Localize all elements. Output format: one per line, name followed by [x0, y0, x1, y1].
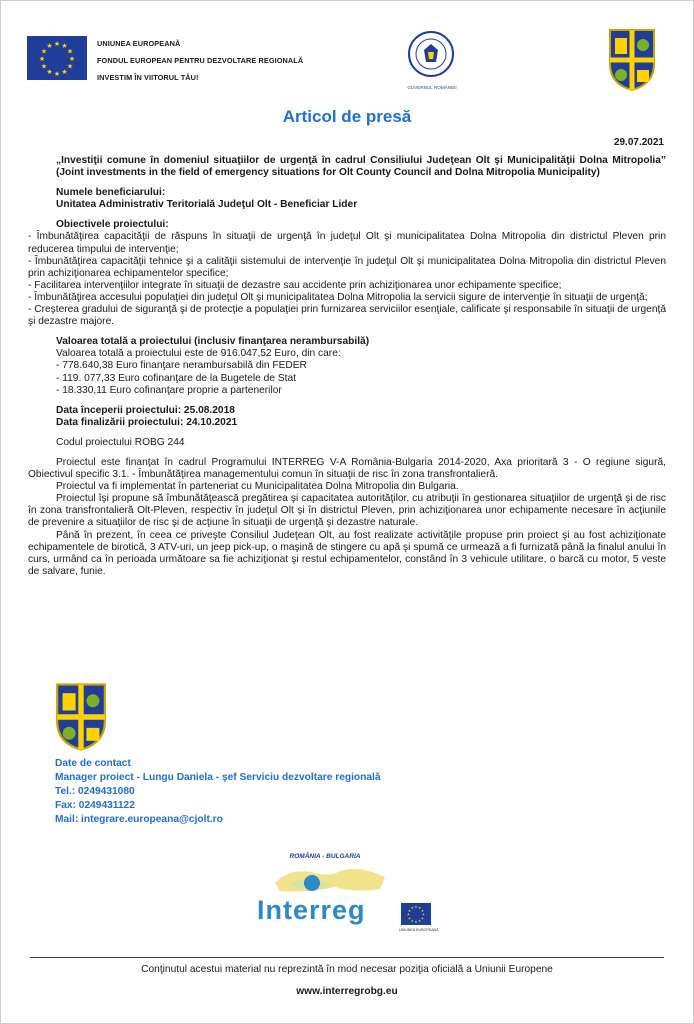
- svg-text:★: ★: [61, 42, 68, 50]
- dates-section: [28, 405, 666, 429]
- objectives-heading: Obiectivele proiectului:: [56, 219, 169, 231]
- beneficiary-value: Unitatea Administrativ Teritorială Judeţul Olt - Beneficiar Lider: [56, 199, 358, 211]
- value-heading: Valoarea totală a proiectului (inclusiv finanţarea nerambursabilă): [56, 336, 370, 348]
- eu-flag-logo: [27, 36, 87, 80]
- svg-text:★: ★: [407, 916, 412, 921]
- svg-text:★: ★: [61, 68, 68, 76]
- project-code: Codul proiectului ROBG 244: [56, 436, 185, 448]
- olt-county-crest-bottom: [55, 682, 107, 752]
- page-title: Articol de presă: [282, 107, 412, 126]
- svg-text:★: ★: [53, 40, 61, 48]
- value-item: - 119. 077,33 Euro cofinanţare de la Bugetele de Stat: [56, 372, 296, 384]
- interreg-logo: [255, 845, 445, 935]
- svg-text:★: ★: [68, 55, 76, 63]
- end-date: Data finalizării proiectului: 24.10.2021: [56, 416, 238, 428]
- eu-line-fund: FONDUL EUROPEAN PENTRU DEZVOLTARE REGIONALĂ: [97, 56, 304, 65]
- svg-text:★: ★: [410, 906, 414, 910]
- footer-disclaimer: Conţinutul acestui material nu reprezintă în mod necesar poziţia oficială a Uniunii Europene: [141, 964, 553, 975]
- interreg-wordmark: Interreg: [257, 895, 366, 925]
- eu-text: [97, 38, 303, 89]
- value-item: - 18.330,11 Euro cofinanţare proprie a partenerilor: [56, 384, 282, 396]
- svg-text:★: ★: [40, 62, 48, 71]
- contact-tel: Tel.: 0249431080: [55, 786, 135, 797]
- description-paragraph: Proiectul este finanţat în cadrul Programului INTERREG V-A România-Bulgaria 2014-2020, Axa prioritară 3 - O regiune sigură, Obiectivul specific 3.1. - Îmbunătăţirea managementului comun în situaţii de risc în zona transfrontalieră.: [28, 456, 666, 481]
- objectives-section: [28, 219, 666, 328]
- romanian-government-logo: [407, 30, 455, 78]
- svg-text:★: ★: [410, 919, 414, 923]
- project-title: „Investiţii comune în domeniul situaţiilor de urgenţă în cadrul Consiliului Judeţean Olt şi Municipalităţii Dolna Mitropolia” (Joint investments in the field of emergency situations for Olt County Council and Dolna Mitropolia Municipality): [56, 155, 666, 179]
- gov-caption: GUVERNUL ROMÂNIEI: [407, 85, 457, 90]
- contact-heading: Date de contact: [55, 758, 131, 769]
- value-section: [28, 336, 666, 396]
- start-date: Data începerii proiectului: 25.08.2018: [56, 404, 235, 416]
- article-body: [28, 155, 666, 578]
- eu-line-slogan: INVESTIM ÎN VIITORUL TĂU!: [97, 73, 199, 82]
- svg-text:★: ★: [66, 62, 74, 71]
- svg-text:★: ★: [421, 912, 426, 917]
- interreg-map-icon: [270, 863, 390, 897]
- value-intro: Valoarea totală a proiectului este de 916.047,52 Euro, din care:: [56, 348, 341, 360]
- objective-item: - Îmbunătăţirea capacităţii de răspuns în situaţii de urgenţă în judeţul Olt şi municipalitatea Dolna Mitropolia din districtul Pleven prin reducerea timpului de intervenţie;: [28, 231, 666, 255]
- description-paragraph: Până în prezent, în ceea ce priveşte Consiliul Judeţean Olt, au fost realizate activităţile propuse prin proiect şi au fost achiziţionate echipamentele de birotică, 3 ATV-uri, un jeep pick-up, o maşină de stingere cu apă şi spumă ce urmează a fi furnizată până la finalul anului în curs, urmând ca în perioada următoare sa fie achiziţionat şi restul echipamentelor, constând în 3 vehicule utilitare, o barcă cu motor, 5 veste de salvare, funie.: [28, 529, 666, 577]
- beneficiary-heading: Numele beneficiarului:: [56, 187, 166, 199]
- eu-line-union: UNIUNEA EUROPEANĂ: [97, 39, 181, 48]
- contact-mail[interactable]: Mail: integrare.europeana@cjolt.ro: [55, 814, 223, 825]
- header: [0, 0, 694, 100]
- objective-item: - Îmbunătăţirea capacităţii tehnice şi a calităţii sistemului de intervenţie în judeţul Olt şi municipalitatea Dolna Mitropolia din districtul Pleven prin achiziţionarea echipamentelor specifice;: [28, 255, 666, 279]
- svg-text:★: ★: [66, 47, 74, 56]
- olt-county-crest: [608, 28, 656, 92]
- contact-fax: Fax: 0249431122: [55, 800, 135, 811]
- interreg-region-label: ROMÂNIA - BULGARIA: [289, 853, 361, 860]
- article-date: 29.07.2021: [613, 137, 664, 148]
- objective-item: - Facilitarea intervenţiilor integrate în situaţii de dezastre sau accidente prin achiziţionarea unor echipamente specifice;: [28, 279, 562, 291]
- objective-item: - Îmbunătăţirea accesului populaţiei din judeţul Olt şi municipalitatea Dolna Mitropolia la servicii sigure de intervenţie în situaţii de urgenţă;: [28, 291, 648, 303]
- svg-text:★: ★: [414, 920, 418, 924]
- svg-text:★: ★: [418, 906, 422, 910]
- contact-block: [55, 757, 381, 827]
- svg-text:★: ★: [40, 47, 48, 56]
- objective-item: - Creşterea gradului de siguranţă şi de protecţie a populaţiei prin furnizarea serviciilor esenţiale, calificate şi responsabile în situaţii de urgenţă şi dezastre majore.: [28, 304, 666, 328]
- svg-text:★: ★: [418, 919, 422, 923]
- footer-divider: [30, 957, 664, 958]
- small-eu-flag: [401, 903, 431, 925]
- svg-text:★: ★: [420, 916, 425, 921]
- contact-manager: Manager proiect - Lungu Daniela - şef Serviciu dezvoltare regională: [55, 772, 381, 783]
- small-eu-caption: UNIUNEA EUROPEANĂ: [399, 928, 439, 932]
- footer-website-link[interactable]: www.interregrobg.eu: [296, 986, 398, 997]
- value-item: - 778.640,38 Euro finanţare nerambursabilă din FEDER: [56, 360, 307, 372]
- description-section: [28, 457, 666, 578]
- description-paragraph: Proiectul îşi propune să îmbunătăţească pregătirea şi capacitatea autorităţilor, cu atribuţii în gestionarea situaţiilor de urgenţă şi de risc în zona transfrontalieră Olt-Pleven, respectiv în judeţul Olt şi în districtul Pleven, prin achiziţionarea unor echipamente necesare în acţiunile de prevenire a situaţiilor de risc şi de acţiune în situaţii de urgenţă şi dezastre naturale.: [28, 493, 666, 529]
- svg-text:★: ★: [414, 905, 418, 909]
- svg-text:★: ★: [46, 42, 53, 50]
- svg-text:★: ★: [53, 70, 61, 78]
- svg-text:★: ★: [38, 55, 46, 63]
- svg-text:★: ★: [46, 68, 53, 76]
- description-paragraph: Proiectul va fi implementat în parteneriat cu Municipalitatea Dolna Mitropolia din Bulgaria.: [56, 481, 459, 493]
- beneficiary-section: [28, 187, 666, 211]
- svg-text:★: ★: [420, 908, 425, 913]
- svg-text:★: ★: [406, 912, 411, 917]
- svg-text:★: ★: [407, 908, 412, 913]
